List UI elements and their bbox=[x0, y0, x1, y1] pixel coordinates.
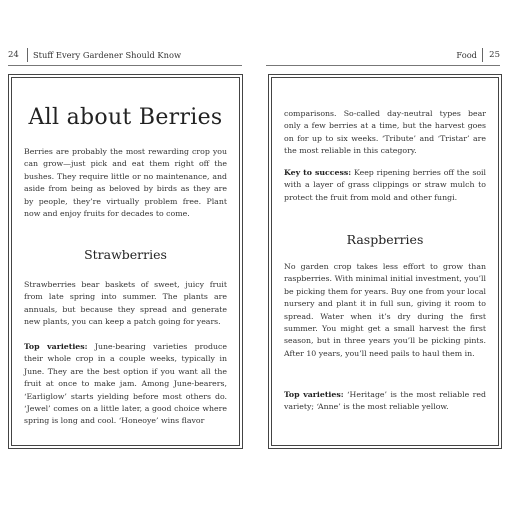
left-running-title: Stuff Every Gardener Should Know bbox=[33, 50, 182, 60]
continued-paragraph: comparisons. So-called day-neutral types bear only a few berries at a time, but the harvest goes on for up to six weeks. ‘Tribute’ and ‘Tristar’ are the most reliable in this category. bbox=[284, 109, 486, 156]
key-to-success-text: Keep ripening berries off the soil with a layer of grass clippings or straw mulch to protect the fruit from mold and other fungi. bbox=[284, 168, 487, 202]
right-text-frame bbox=[268, 74, 502, 449]
left-page-number: 24 bbox=[8, 50, 19, 60]
top-varieties-label: Top varieties: bbox=[284, 390, 344, 399]
running-head-rule bbox=[266, 65, 500, 66]
chapter-heading: All about Berries bbox=[28, 105, 223, 130]
right-page bbox=[255, 0, 510, 510]
running-head-rule bbox=[8, 65, 242, 66]
strawberries-heading: Strawberries bbox=[84, 247, 167, 262]
top-varieties-text: June-bearing varieties produce their whole crop in a couple weeks, typically in June. They are the best option if you want all the fruit at once to make jam. Among June-bearers, ‘Earliglow’ starts yielding before most others do. ‘Jewel’ comes on a little later, a good choice where spring is long and cool. ‘Honeoye’ wins flavor bbox=[24, 342, 227, 426]
running-head-separator bbox=[482, 48, 483, 62]
top-varieties-label: Top varieties: bbox=[24, 342, 88, 351]
right-running-head bbox=[266, 48, 500, 62]
key-to-success-label: Key to success: bbox=[284, 168, 352, 177]
key-to-success-paragraph bbox=[284, 167, 486, 204]
intro-paragraph: Berries are probably the most rewarding crop you can grow—just pick and eat them right off the bushes. They require little or no maintenance, and aside from being as beloved by birds as they are by people, they’re virtually problem free. Plant now and enjoy fruits for decades to come. bbox=[24, 147, 227, 219]
top-varieties-text: ‘Heritage’ is the most reliable red variety; ‘Anne’ is the most reliable yellow. bbox=[284, 390, 486, 412]
raspberries-paragraph: No garden crop takes less effort to grow than raspberries. With minimal initial investment, you’ll be picking them for years. Buy one from your local nursery and plant it in full sun, giving it room to spread. Water when it’s dry during the first summer. You might get a small harvest the first season, but in three years you’ll be picking pints. After 10 years, you’ll need pails to haul them in. bbox=[284, 262, 486, 358]
running-head-separator bbox=[27, 48, 28, 62]
right-running-title: Food bbox=[456, 50, 477, 60]
strawberries-varieties-paragraph bbox=[24, 341, 227, 428]
right-page-number: 25 bbox=[489, 50, 500, 60]
left-running-head bbox=[8, 48, 242, 62]
left-text-frame bbox=[8, 74, 243, 449]
raspberries-varieties-paragraph bbox=[284, 389, 486, 414]
strawberries-paragraph: Strawberries bear baskets of sweet, juicy fruit from late spring into summer. The plants are annuals, but because they spread and generate new plants, you can keep a patch going for years. bbox=[24, 280, 227, 327]
raspberries-heading: Raspberries bbox=[346, 232, 424, 247]
